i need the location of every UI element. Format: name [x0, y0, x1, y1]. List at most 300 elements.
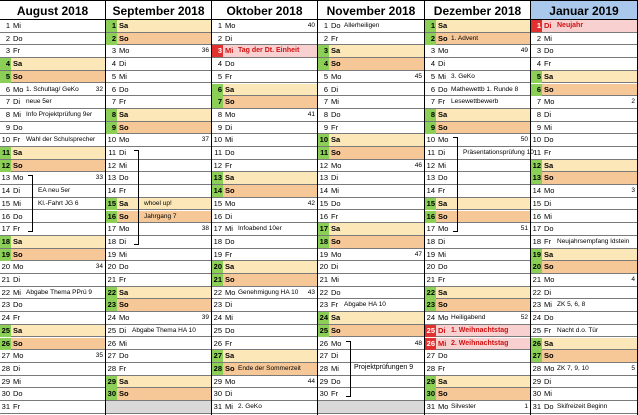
day-row[interactable]	[425, 58, 530, 71]
day-row[interactable]	[531, 363, 637, 376]
day-row[interactable]	[106, 299, 211, 312]
day-row[interactable]	[0, 211, 105, 224]
day-number: 12	[426, 160, 435, 170]
day-row[interactable]	[531, 249, 637, 262]
day-number: 10	[532, 135, 541, 145]
weekday: So	[225, 363, 235, 373]
day-row[interactable]	[318, 401, 424, 414]
day-row[interactable]	[318, 134, 424, 147]
weekday: So	[119, 389, 129, 399]
event-text: Nacht d.o. Tür	[557, 326, 599, 334]
weekday: Fr	[225, 338, 233, 348]
day-number: 19	[319, 249, 328, 259]
weekday: Do	[225, 325, 235, 335]
weekday: Mi	[544, 300, 552, 310]
day-row[interactable]	[0, 338, 105, 351]
day-row[interactable]	[425, 363, 530, 376]
week-number: 3	[631, 187, 635, 195]
day-row[interactable]	[318, 211, 424, 224]
weekday: Di	[13, 97, 21, 107]
week-number: 35	[95, 352, 103, 360]
day-number: 16	[107, 211, 116, 221]
day-row[interactable]	[425, 122, 530, 135]
weekday: Do	[13, 211, 23, 221]
day-number: 13	[107, 173, 116, 183]
day-number: 6	[111, 84, 116, 94]
day-row[interactable]	[0, 376, 105, 389]
day-row[interactable]	[531, 274, 637, 287]
day-row[interactable]	[318, 274, 424, 287]
weekday: Mi	[225, 135, 233, 145]
day-number: 4	[430, 59, 435, 69]
weekday: Fr	[438, 97, 446, 107]
day-row[interactable]	[318, 338, 424, 351]
day-row[interactable]	[0, 160, 105, 173]
day-row[interactable]	[106, 58, 211, 71]
weekday: Di	[13, 275, 21, 284]
day-row[interactable]	[0, 45, 105, 58]
day-row[interactable]	[531, 223, 637, 236]
day-row[interactable]	[212, 45, 317, 58]
day-row[interactable]	[0, 134, 105, 147]
day-number: 28	[107, 363, 116, 373]
day-row[interactable]	[425, 96, 530, 109]
day-number: 22	[213, 287, 222, 297]
day-row[interactable]	[318, 312, 424, 325]
day-row[interactable]	[531, 109, 637, 122]
day-row[interactable]	[106, 401, 211, 414]
day-row[interactable]	[106, 45, 211, 58]
day-row[interactable]	[106, 109, 211, 122]
day-row[interactable]	[106, 287, 211, 300]
event-text: Abgabe Thema PPrü 9	[26, 288, 93, 296]
day-row[interactable]	[212, 376, 317, 389]
day-row[interactable]	[212, 312, 317, 325]
day-row[interactable]	[106, 249, 211, 262]
day-row[interactable]	[0, 185, 105, 198]
day-row[interactable]	[425, 299, 530, 312]
event-text: Abgabe HA 10	[344, 301, 386, 309]
day-row[interactable]	[425, 160, 530, 173]
day-row[interactable]	[0, 223, 105, 236]
weekday: Mo	[438, 224, 449, 234]
day-row[interactable]	[212, 388, 317, 401]
day-row[interactable]	[106, 325, 211, 338]
day-row[interactable]	[106, 134, 211, 147]
event-text: Kl.-Fahrt JG 6	[38, 199, 79, 207]
day-row[interactable]	[212, 350, 317, 363]
day-number: 13	[532, 173, 541, 183]
weekday: Mi	[13, 21, 21, 30]
day-row[interactable]	[531, 20, 637, 33]
day-row[interactable]	[0, 172, 105, 185]
day-row[interactable]	[531, 134, 637, 147]
day-row[interactable]	[425, 172, 530, 185]
day-row[interactable]	[425, 45, 530, 58]
day-row[interactable]	[212, 274, 317, 287]
day-row[interactable]	[212, 71, 317, 84]
day-row[interactable]	[106, 33, 211, 46]
weekday: Mi	[544, 122, 552, 132]
day-number: 22	[426, 287, 435, 297]
day-row[interactable]	[0, 20, 105, 33]
day-row[interactable]	[106, 211, 211, 224]
weekday: Do	[331, 376, 341, 386]
day-row[interactable]	[212, 160, 317, 173]
day-row[interactable]	[212, 401, 317, 414]
weekday: So	[119, 33, 129, 43]
day-row[interactable]	[318, 249, 424, 262]
day-number: 2	[323, 33, 328, 43]
day-row[interactable]	[212, 122, 317, 135]
day-number: 14	[107, 186, 116, 196]
day-row[interactable]	[212, 96, 317, 109]
day-number: 29	[1, 376, 10, 386]
day-row[interactable]	[318, 236, 424, 249]
event-text: Mathewettb 1. Runde 8	[451, 85, 519, 93]
day-row[interactable]	[531, 376, 637, 389]
day-row[interactable]	[0, 401, 105, 414]
day-row[interactable]	[531, 96, 637, 109]
weekday: Mi	[438, 160, 446, 170]
day-row[interactable]	[212, 261, 317, 274]
day-row[interactable]	[212, 299, 317, 312]
day-number: 21	[426, 275, 435, 284]
day-number: 2	[5, 33, 10, 43]
day-row[interactable]	[106, 312, 211, 325]
day-row[interactable]	[531, 236, 637, 249]
day-number: 1	[323, 21, 328, 30]
day-row[interactable]	[0, 325, 105, 338]
day-row[interactable]	[425, 325, 530, 338]
day-row[interactable]	[212, 338, 317, 351]
day-row[interactable]	[106, 84, 211, 97]
weekday: Mi	[225, 402, 233, 411]
day-row[interactable]	[212, 147, 317, 160]
day-row[interactable]	[212, 58, 317, 71]
day-row[interactable]	[212, 20, 317, 33]
day-row[interactable]	[425, 312, 530, 325]
day-row[interactable]	[212, 185, 317, 198]
day-row[interactable]	[531, 160, 637, 173]
day-number: 25	[426, 325, 435, 335]
day-row[interactable]	[106, 96, 211, 109]
day-row[interactable]	[531, 401, 637, 414]
day-row[interactable]	[212, 249, 317, 262]
day-row[interactable]	[531, 388, 637, 401]
day-row[interactable]	[318, 198, 424, 211]
event-text: Ende der Sommerzeit	[238, 364, 301, 372]
day-row[interactable]	[212, 363, 317, 376]
weekday: Sa	[544, 71, 554, 81]
event-text: 1. Weihnachtstag	[451, 326, 509, 334]
day-row[interactable]	[0, 96, 105, 109]
day-row[interactable]	[425, 261, 530, 274]
day-row[interactable]	[425, 185, 530, 198]
week-number: 34	[95, 263, 103, 271]
day-row[interactable]	[318, 350, 424, 363]
day-row[interactable]	[0, 299, 105, 312]
day-row[interactable]	[425, 223, 530, 236]
day-number: 25	[319, 325, 328, 335]
day-row[interactable]	[531, 71, 637, 84]
weekday: Fr	[331, 300, 339, 310]
day-row[interactable]	[531, 261, 637, 274]
day-row[interactable]	[0, 249, 105, 262]
day-row[interactable]	[425, 147, 534, 160]
day-row[interactable]	[531, 287, 637, 300]
weekday: Mo	[119, 135, 130, 145]
event-text: 2. Weihnachtstag	[451, 339, 509, 347]
day-row[interactable]	[425, 287, 530, 300]
day-row[interactable]	[0, 274, 105, 287]
day-row[interactable]	[531, 45, 637, 58]
day-row[interactable]	[106, 388, 211, 401]
day-row[interactable]	[531, 58, 637, 71]
day-row[interactable]	[425, 249, 530, 262]
event-text: ZK 7, 9, 10	[557, 364, 589, 372]
day-number: 28	[532, 363, 541, 373]
weekday: Do	[544, 402, 554, 411]
day-row[interactable]	[106, 160, 211, 173]
event-text: Infoabend 10er	[238, 225, 282, 233]
weekday: So	[438, 389, 448, 399]
day-row[interactable]	[106, 172, 211, 185]
day-row[interactable]	[531, 338, 637, 351]
day-row[interactable]	[425, 71, 530, 84]
day-row[interactable]	[212, 172, 317, 185]
day-row[interactable]	[531, 299, 637, 312]
day-row[interactable]	[212, 84, 317, 97]
weekday: Di	[119, 236, 127, 246]
day-row[interactable]	[106, 71, 211, 84]
weekday: Do	[331, 287, 341, 297]
day-row[interactable]	[318, 45, 424, 58]
day-row[interactable]	[106, 185, 211, 198]
day-row[interactable]	[318, 20, 424, 33]
weekday: Mo	[225, 109, 236, 119]
day-number: 20	[213, 262, 222, 272]
weekday: So	[119, 300, 129, 310]
day-row[interactable]	[318, 325, 424, 338]
day-row[interactable]	[318, 84, 424, 97]
weekday: Fr	[119, 97, 127, 107]
day-row[interactable]	[425, 198, 530, 211]
weekday: Mi	[544, 389, 552, 399]
day-row[interactable]	[318, 172, 424, 185]
weekday: So	[331, 325, 341, 335]
day-number: 8	[425, 109, 436, 121]
day-row[interactable]	[425, 134, 530, 147]
day-row[interactable]	[531, 350, 637, 363]
weekday: Fr	[544, 148, 552, 157]
day-row[interactable]	[106, 20, 211, 33]
day-row[interactable]	[212, 287, 317, 300]
day-row[interactable]	[425, 33, 530, 46]
day-number: 2	[106, 33, 117, 45]
day-row[interactable]	[106, 261, 211, 274]
day-row[interactable]	[318, 376, 424, 389]
day-row[interactable]	[425, 274, 530, 287]
day-row[interactable]	[425, 84, 530, 97]
day-row[interactable]	[425, 211, 530, 224]
day-row[interactable]	[106, 223, 211, 236]
day-row[interactable]	[0, 84, 105, 97]
day-number: 12	[1, 160, 10, 170]
day-row[interactable]	[425, 350, 530, 363]
day-row[interactable]	[106, 236, 211, 249]
weekday: Mo	[331, 160, 342, 170]
weekday: Mi	[119, 338, 127, 348]
event-text: Info Projektprüfung 9er	[26, 110, 93, 118]
day-number: 25	[1, 325, 10, 335]
day-row[interactable]	[318, 160, 424, 173]
day-number: 28	[319, 363, 328, 373]
day-number: 25	[107, 325, 116, 335]
day-row[interactable]	[531, 185, 637, 198]
weekday: Do	[225, 148, 235, 157]
day-row[interactable]	[318, 122, 424, 135]
weekday: So	[13, 71, 23, 81]
weekday: Do	[119, 173, 129, 183]
day-row[interactable]	[0, 236, 105, 249]
day-row[interactable]	[531, 147, 637, 160]
day-row[interactable]	[106, 350, 211, 363]
day-number: 6	[430, 84, 435, 94]
day-row[interactable]	[0, 109, 105, 122]
weekday: Mi	[544, 33, 552, 43]
day-row[interactable]	[0, 287, 105, 300]
day-row[interactable]	[531, 122, 637, 135]
weekday: Mi	[119, 160, 127, 170]
day-row[interactable]	[318, 185, 424, 198]
day-number: 8	[536, 109, 541, 119]
day-row[interactable]	[106, 376, 211, 389]
day-number: 10	[213, 135, 222, 145]
day-row[interactable]	[425, 236, 530, 249]
day-number: 15	[107, 198, 116, 208]
day-row[interactable]	[212, 211, 317, 224]
day-row[interactable]	[106, 274, 211, 287]
day-number: 19	[426, 249, 435, 259]
day-row[interactable]	[531, 211, 637, 224]
day-row[interactable]	[212, 236, 317, 249]
day-row[interactable]	[212, 33, 317, 46]
weekday: Di	[331, 173, 339, 183]
day-number: 7	[323, 97, 328, 107]
weekday: Mo	[225, 287, 236, 297]
weekday: Do	[119, 262, 129, 272]
day-row[interactable]	[318, 223, 424, 236]
weekday: Di	[438, 59, 446, 69]
weekday: Sa	[13, 148, 23, 157]
day-row[interactable]	[425, 20, 530, 33]
weekday: Mo	[225, 198, 236, 208]
day-row[interactable]	[212, 223, 317, 236]
day-number: 5	[531, 71, 542, 83]
day-row[interactable]	[318, 58, 424, 71]
day-row[interactable]	[0, 350, 105, 363]
day-row[interactable]	[318, 147, 424, 160]
day-row[interactable]	[318, 109, 424, 122]
day-row[interactable]	[106, 147, 211, 160]
day-row[interactable]	[0, 33, 105, 46]
weekday: Di	[544, 376, 552, 386]
day-row[interactable]	[318, 96, 424, 109]
day-row[interactable]	[0, 388, 105, 401]
weekday: So	[438, 211, 448, 221]
day-row[interactable]	[106, 363, 211, 376]
day-number: 5	[430, 71, 435, 81]
day-row[interactable]	[0, 71, 105, 84]
day-row[interactable]	[425, 376, 530, 389]
day-row[interactable]	[425, 388, 530, 401]
day-row[interactable]	[425, 401, 530, 414]
day-row[interactable]	[0, 198, 105, 211]
day-row[interactable]	[0, 147, 105, 160]
day-row[interactable]	[106, 122, 211, 135]
day-row[interactable]	[531, 33, 637, 46]
day-row[interactable]	[318, 299, 424, 312]
range-bracket	[134, 150, 139, 245]
weekday: Mo	[13, 262, 24, 272]
day-row[interactable]	[531, 198, 637, 211]
weekday: Sa	[13, 59, 23, 69]
day-number: 15	[319, 198, 328, 208]
weekday: Mo	[119, 224, 130, 234]
day-row[interactable]	[318, 261, 424, 274]
day-row[interactable]	[425, 338, 530, 351]
day-row[interactable]	[212, 109, 317, 122]
day-row[interactable]	[106, 198, 211, 211]
weekday: Do	[544, 313, 554, 323]
day-row[interactable]	[0, 122, 105, 135]
day-row[interactable]	[0, 261, 105, 274]
day-row[interactable]	[318, 33, 424, 46]
weekday: Do	[438, 351, 448, 361]
weekday: Fr	[544, 325, 552, 335]
day-row[interactable]	[0, 363, 105, 376]
day-row[interactable]	[318, 71, 424, 84]
weekday: Mo	[544, 97, 555, 107]
day-number: 16	[426, 211, 435, 221]
day-row[interactable]	[531, 325, 637, 338]
weekday: Sa	[331, 313, 341, 323]
day-row[interactable]	[212, 198, 317, 211]
weekday: So	[225, 97, 235, 107]
weekday: Mo	[119, 313, 130, 323]
week-number: 45	[414, 72, 422, 80]
day-row[interactable]	[425, 109, 530, 122]
day-row[interactable]	[318, 388, 424, 401]
day-row[interactable]	[212, 325, 317, 338]
weekday: So	[544, 351, 554, 361]
week-number: 43	[307, 288, 315, 296]
day-row[interactable]	[0, 312, 105, 325]
week-number: 39	[201, 314, 209, 322]
day-row[interactable]	[212, 134, 317, 147]
day-row[interactable]	[531, 172, 637, 185]
day-row[interactable]	[318, 287, 424, 300]
day-row[interactable]	[106, 338, 211, 351]
week-number: 40	[307, 22, 315, 29]
day-number: 1	[5, 21, 10, 30]
day-number: 12	[213, 160, 222, 170]
day-row[interactable]	[0, 58, 105, 71]
day-number: 30	[213, 389, 222, 399]
day-row[interactable]	[531, 312, 637, 325]
day-row[interactable]	[531, 84, 637, 97]
